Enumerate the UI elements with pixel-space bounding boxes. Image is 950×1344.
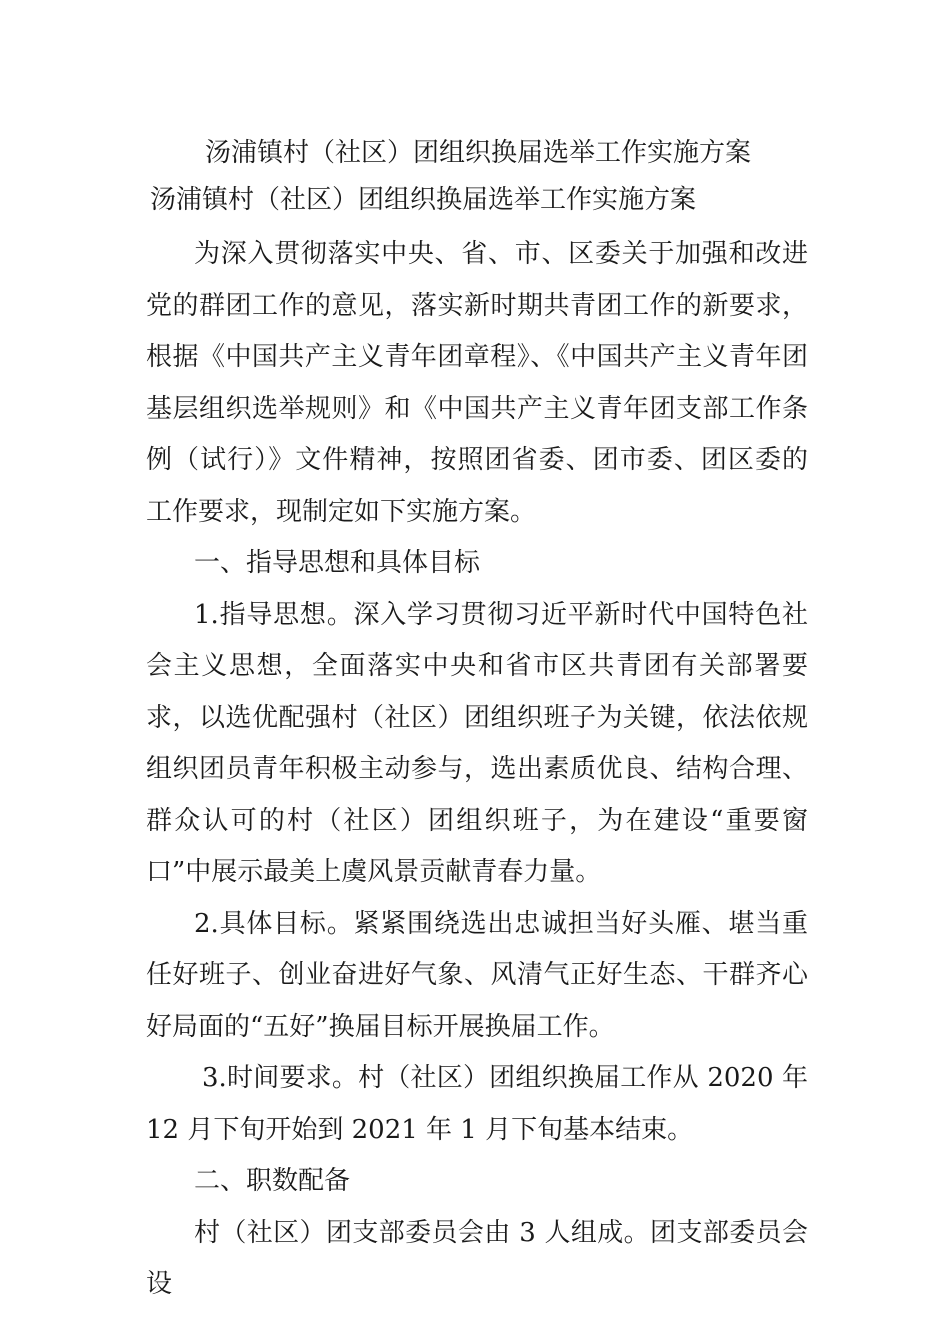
document-body: [146, 229, 808, 1311]
section2-paragraph: 村（社区）团支部委员会由 3 人组成。团支部委员会设: [146, 1217, 808, 1299]
item-guiding-ideology: 1.指导思想。深入学习贯彻习近平新时代中国特色社会主义思想，全面落实中央和省市区共青团有关部署要求，以选优配强村（社区）团组织班子为关键，依法依规组织团员青年积极主动参与，选出素质优良、结构合理、群众认可的村（社区）团组织班子，为在建设“重要窗口”中展示最美上虞风景贡献青春力量。: [146, 599, 808, 887]
section-heading-2: 二、职数配备: [194, 1166, 351, 1196]
section-heading-1: 一、指导思想和具体目标: [194, 548, 481, 578]
item-specific-goals: 2.具体目标。紧紧围绕选出忠诚担当好头雁、堪当重任好班子、创业奋进好气象、风清气正好生态、干群齐心好局面的“五好”换届目标开展换届工作。: [146, 908, 808, 1042]
document-title: 汤浦镇村（社区）团组织换届选举工作实施方案: [205, 138, 752, 168]
document-subtitle: 汤浦镇村（社区）团组织换届选举工作实施方案: [150, 185, 697, 215]
intro-paragraph: 为深入贯彻落实中央、省、市、区委关于加强和改进党的群团工作的意见，落实新时期共青团工作的新要求，根据《中国共产主义青年团章程》、《中国共产主义青年团基层组织选举规则》和《中国共产主义青年团支部工作条例（试行）》文件精神，按照团省委、团市委、团区委的工作要求，现制定如下实施方案。: [146, 239, 808, 527]
item-time-requirement: 3.时间要求。村（社区）团组织换届工作从 2020 年 12 月下旬开始到 2021 年 1 月下旬基本结束。: [146, 1063, 808, 1145]
